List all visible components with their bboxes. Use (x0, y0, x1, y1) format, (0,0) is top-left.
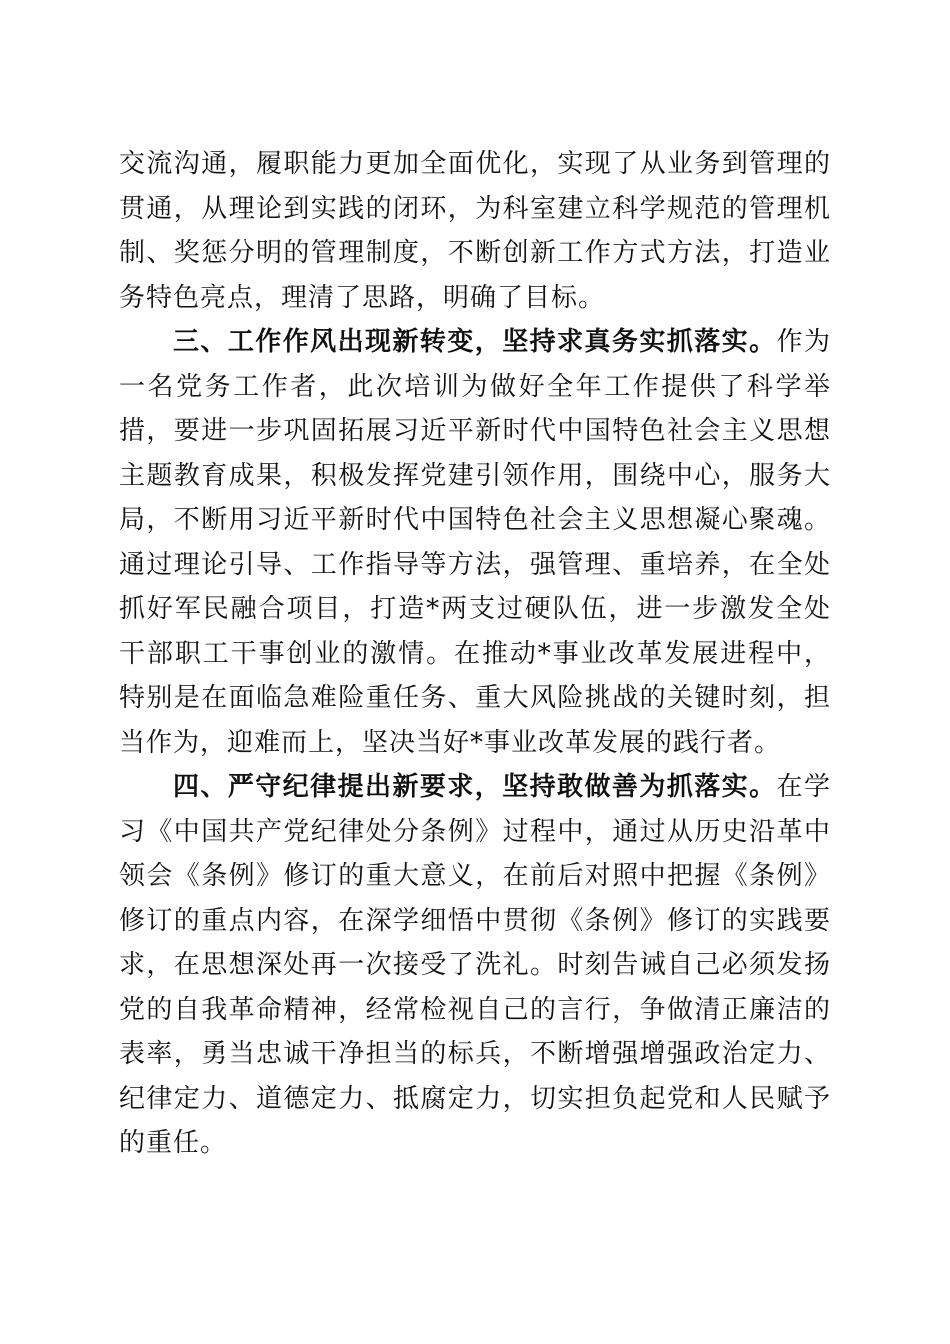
paragraph-body: 作为一名党务工作者，此次培训为做好全年工作提供了科学举措，要进一步巩固拓展习近平新时代中国特色社会主义思想主题教育成果，积极发挥党建引领作用，围绕中心，服务大局，不断用习近平新时代中国特色社会主义思想凝心聚魂。通过理论引导、工作指导等方法，强管理、重培养，在全处抓好军民融合项目，打造*两支过硬队伍，进一步激发全处干部职工干事创业的激情。在推动*事业改革发展进程中，特别是在面临急难险重任务、重大风险挑战的关键时刻，担当作为，迎难而上，坚决当好*事业改革发展的践行者。 (119, 327, 831, 758)
paragraph-section-three (119, 320, 831, 765)
section-heading: 三、工作作风出现新转变，坚持求真务实抓落实。 (173, 327, 777, 357)
paragraph-continuation (119, 142, 831, 320)
paragraph-body: 交流沟通，履职能力更加全面优化，实现了从业务到管理的贯通，从理论到实践的闭环，为科室建立科学规范的管理机制、奖惩分明的管理制度，不断创新工作方式方法，打造业务特色亮点，理清了思路，明确了目标。 (119, 149, 831, 313)
paragraph-body: 在学习《中国共产党纪律处分条例》过程中，通过从历史沿革中领会《条例》修订的重大意义，在前后对照中把握《条例》修订的重点内容，在深学细悟中贯彻《条例》修订的实践要求，在思想深处再一次接受了洗礼。时刻告诫自己必须发扬党的自我革命精神，经常检视自己的言行，争做清正廉洁的表率，勇当忠诚干净担当的标兵，不断增强增强政治定力、纪律定力、道德定力、抵腐定力，切实担负起党和人民赋予的重任。 (119, 772, 831, 1158)
paragraph-section-four (119, 765, 831, 1166)
section-heading: 四、严守纪律提出新要求，坚持敢做善为抓落实。 (173, 772, 777, 802)
document-page (119, 142, 831, 1166)
